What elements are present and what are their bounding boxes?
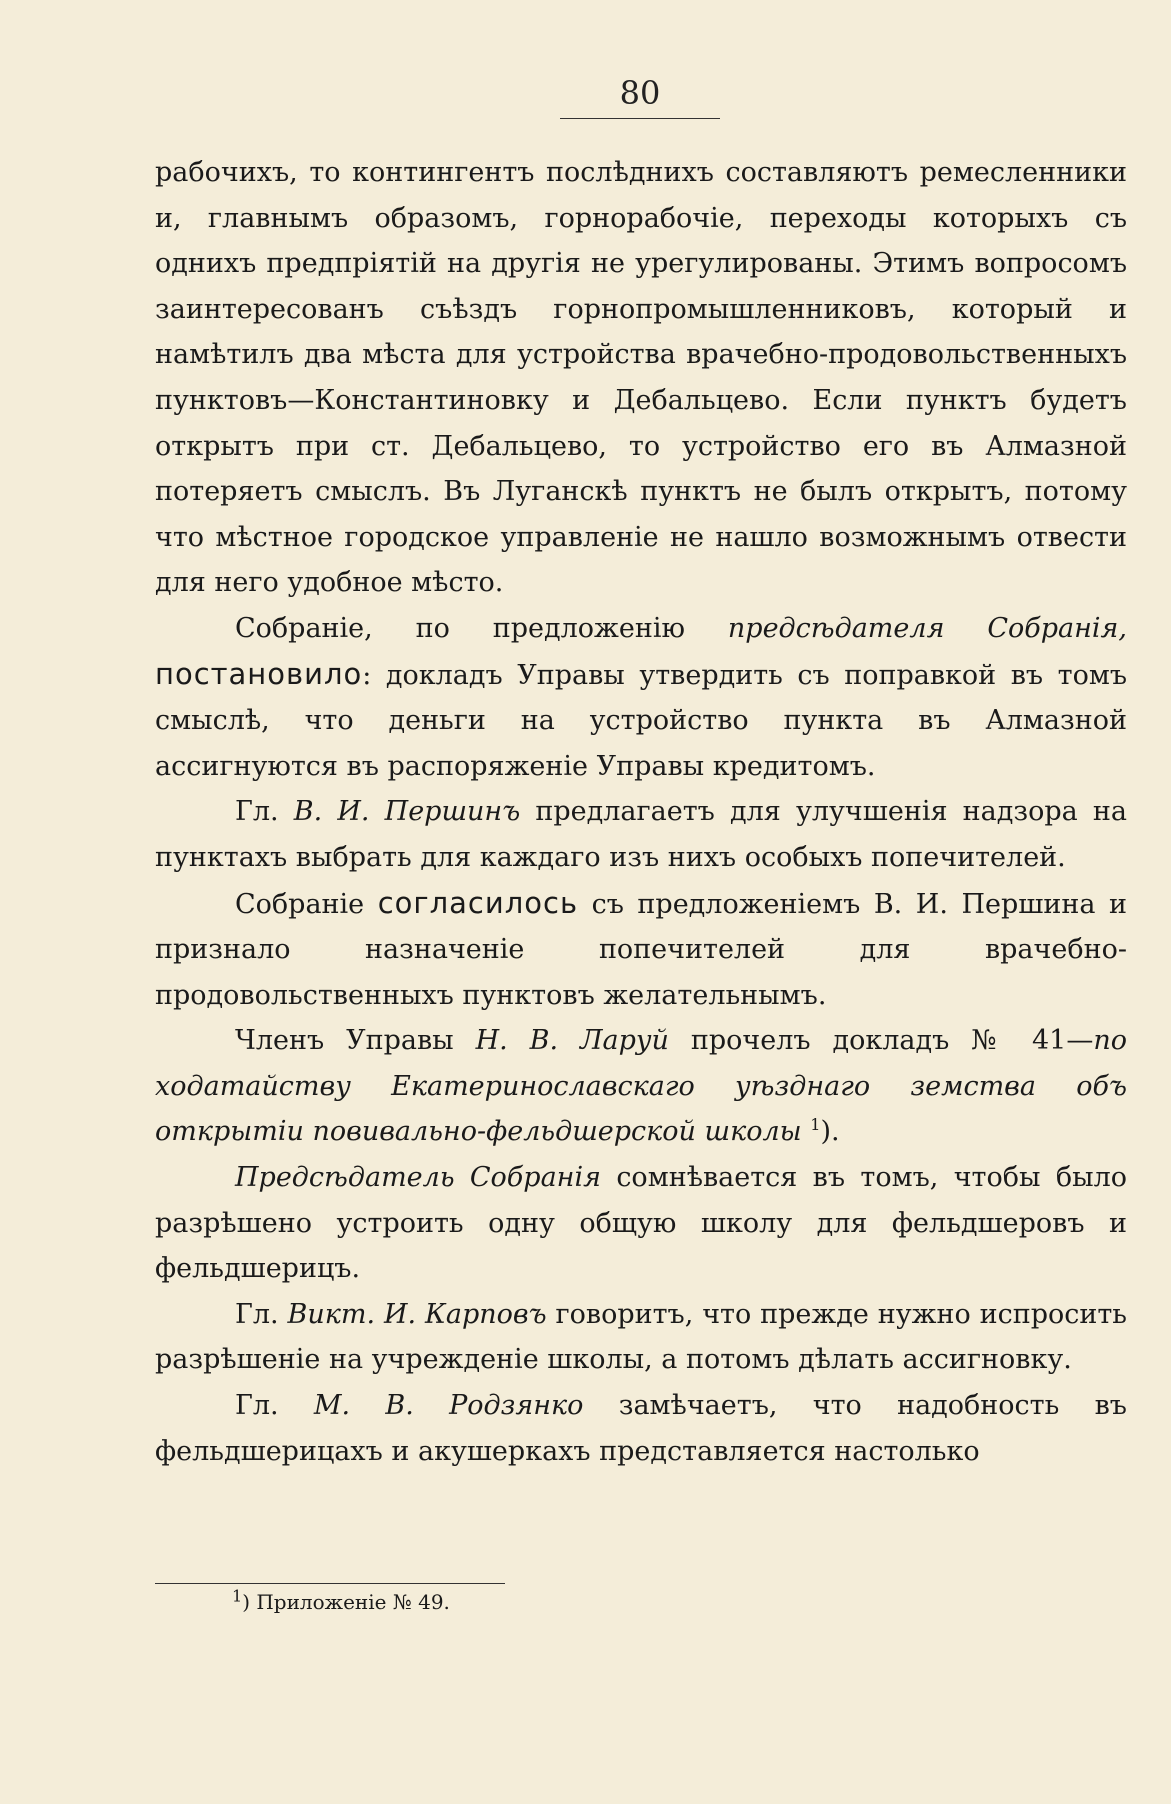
p8-text-1: Гл. bbox=[235, 1390, 314, 1422]
paragraph-7 bbox=[155, 1292, 1127, 1383]
p4-agreed: согласилось bbox=[377, 885, 579, 920]
paragraph-4 bbox=[155, 881, 1127, 1019]
p2-resolved: постановило bbox=[155, 656, 363, 691]
paragraph-8 bbox=[155, 1383, 1127, 1474]
p5-footnote-ref: 1 bbox=[810, 1115, 821, 1135]
p3-text-1: Гл. bbox=[235, 796, 294, 828]
paragraph-3 bbox=[155, 789, 1127, 880]
footnote bbox=[232, 1586, 450, 1614]
p5-text-2: прочелъ докладъ № 41— bbox=[668, 1025, 1094, 1057]
paragraph-1: рабочихъ, то контингентъ послѣднихъ составляютъ ремесленники и, главнымъ образомъ, горнорабочіе, переходы которыхъ съ однихъ предпріятій на другія не урегулированы. Этимъ вопросомъ заинтересованъ съѣздъ горнопромышленниковъ, который и намѣтилъ два мѣста для устройства врачебно-продовольственныхъ пунктовъ—Константиновку и Дебальцево. Если пунктъ будетъ открытъ при ст. Дебальцево, то устройство его въ Алмазной потеряетъ смыслъ. Въ Луганскѣ пунктъ не былъ открытъ, потому что мѣстное городское управленіе не нашло возможнымъ отвести для него удобное мѣсто. bbox=[155, 157, 1127, 599]
p5-report-title: по ходатайству Екатеринославскаго уѣзднаго земства объ открытіи повивально-фельдшерской школы bbox=[155, 1025, 1127, 1148]
paragraph-2 bbox=[155, 606, 1127, 789]
p7-text-2: говоритъ, что прежде нужно испросить разрѣшеніе на учрежденіе школы, а потомъ дѣлать ассигновку. bbox=[155, 1298, 1127, 1376]
p3-text-2: предлагаетъ для улучшенія надзора на пунктахъ выбрать для каждаго изъ нихъ особыхъ попечителей. bbox=[155, 796, 1127, 873]
p6-text: сомнѣвается въ томъ, чтобы было разрѣшено устроить одну общую школу для фельдшеровъ и фельдшерицъ. bbox=[155, 1162, 1127, 1285]
page-number-rule bbox=[560, 118, 720, 119]
p8-speaker: М. В. Родзянко bbox=[313, 1390, 584, 1422]
p8-text-2: замѣчаетъ, что надобность въ фельдшерицахъ и акушеркахъ представляется настолько bbox=[155, 1390, 1127, 1467]
footnote-rule bbox=[155, 1583, 505, 1584]
p2-text-2: : докладъ Управы утвердить съ поправкой въ томъ смыслѣ, что деньги на устройство пункта въ Алмазной ассигнуются въ распоряженіе Управы кредитомъ. bbox=[155, 659, 1127, 782]
p4-text-2: съ предложеніемъ В. И. Першина и признало назначеніе попечителей для врачебно-продовольственныхъ пунктовъ желательнымъ. bbox=[155, 888, 1127, 1011]
paragraph-6 bbox=[155, 1155, 1127, 1292]
p3-speaker: В. И. Першинъ bbox=[293, 796, 521, 828]
p7-speaker: Викт. И. Карповъ bbox=[287, 1298, 547, 1330]
p5-text-3: ). bbox=[820, 1116, 840, 1148]
footnote-marker: 1 bbox=[232, 1586, 243, 1606]
footnote-text: ) Приложеніе № 49. bbox=[242, 1590, 450, 1614]
body-text bbox=[155, 150, 1127, 1474]
p2-chairman: предсѣдателя Собранія, bbox=[727, 612, 1127, 644]
p4-text-1: Собраніе bbox=[235, 888, 378, 920]
p6-speaker: Предсѣдатель Собранія bbox=[235, 1162, 601, 1194]
paragraph-5 bbox=[155, 1018, 1127, 1155]
p2-text-1: Собраніе, по предложенію bbox=[235, 612, 728, 644]
p7-text-1: Гл. bbox=[235, 1298, 288, 1330]
page-number: 80 bbox=[619, 74, 661, 112]
p5-text-1: Членъ Управы bbox=[235, 1025, 476, 1057]
p5-speaker: Н. В. Ларуй bbox=[475, 1025, 669, 1057]
